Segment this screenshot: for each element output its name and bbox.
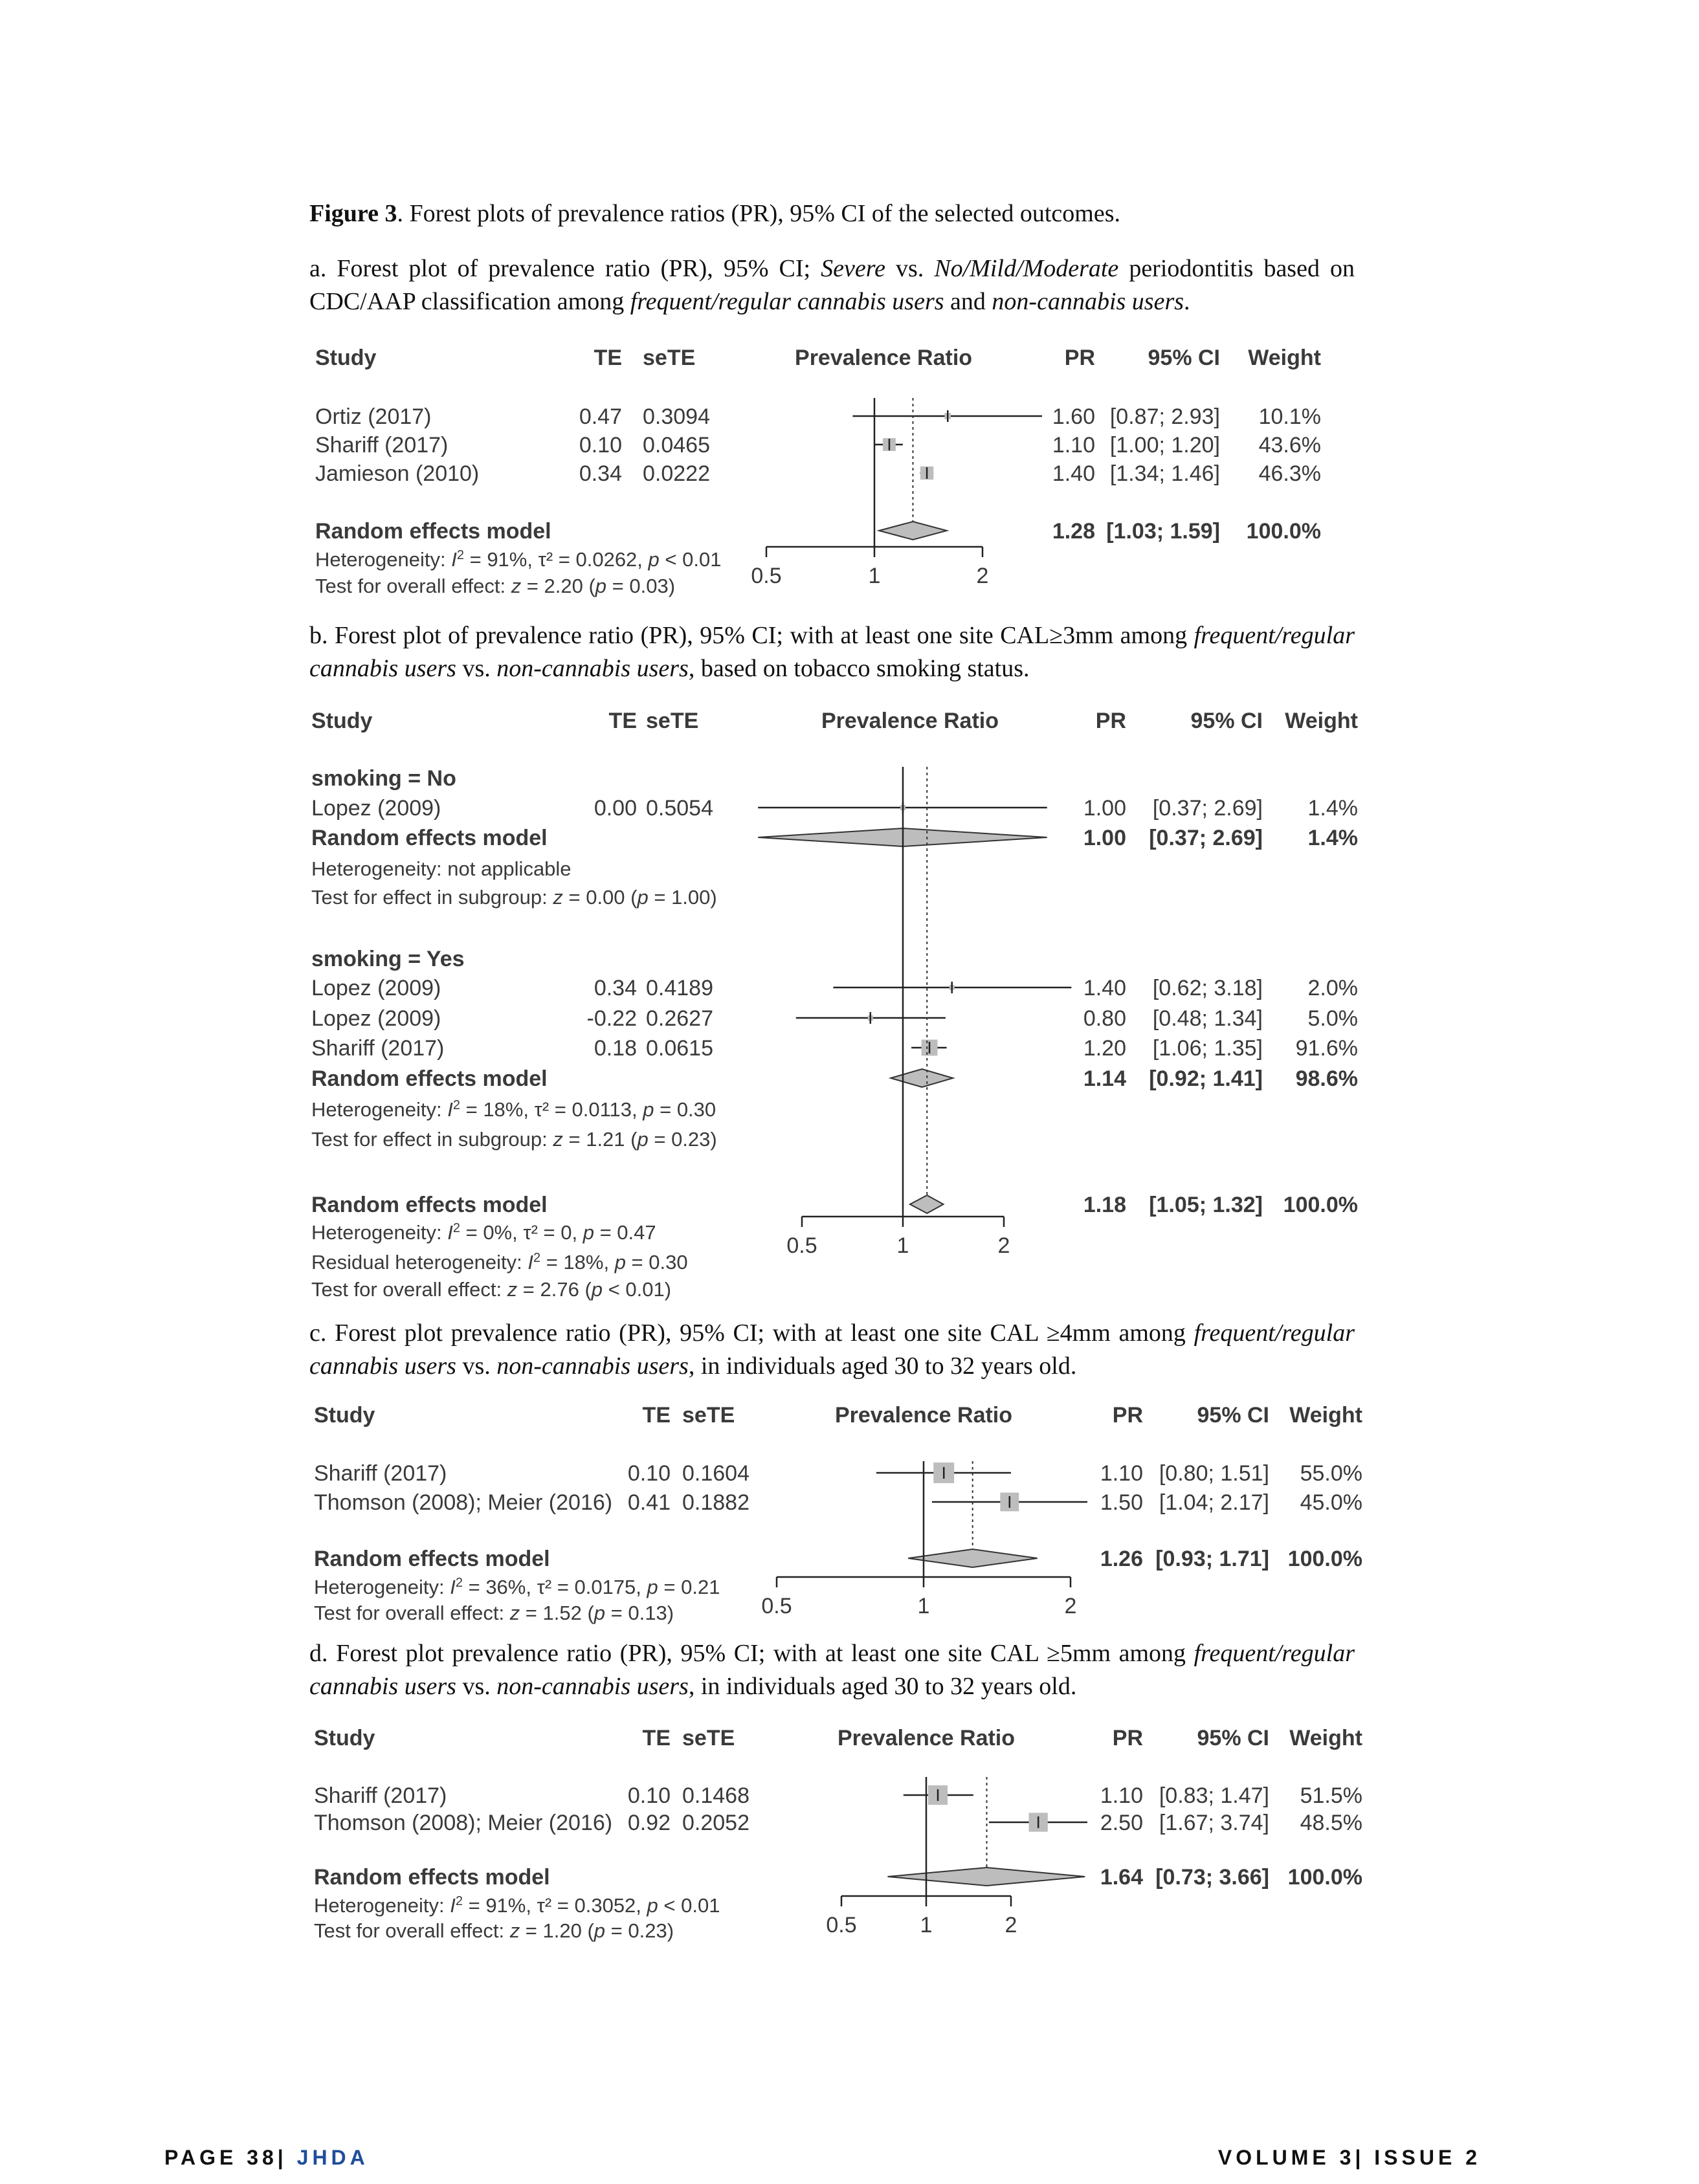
study-pr: 1.40 [1083, 976, 1126, 1000]
overall-model-ci: [0.73; 3.66] [1155, 1865, 1269, 1890]
subgroup-model-ci: [0.92; 1.41] [1149, 1066, 1263, 1091]
caption-c [309, 1317, 1355, 1383]
study-pr: 1.50 [1100, 1490, 1143, 1515]
study-ci: [0.48; 1.34] [1152, 1006, 1263, 1031]
header-pr: PR [1112, 1726, 1143, 1750]
header-te: TE [594, 346, 622, 370]
study-ci: [0.80; 1.51] [1159, 1461, 1269, 1486]
study-square [949, 985, 955, 990]
header-pr: PR [1064, 346, 1095, 370]
study-square [944, 413, 951, 419]
caption-d-part: vs. [456, 1673, 497, 1700]
study-sete: 0.1604 [682, 1461, 750, 1486]
overall-stat: Heterogeneity: $I^2 = 91\%$, τ² = 0.0262, p < 0.01 [315, 548, 722, 571]
header-prevalence-ratio: Prevalence Ratio [834, 1403, 1013, 1428]
figure-title [309, 199, 1120, 228]
header-ci: 95% CI [1148, 346, 1220, 370]
header-sete: seTE [682, 1403, 735, 1428]
overall-model-pr: 1.18 [1083, 1193, 1126, 1217]
header-sete: seTE [646, 709, 699, 733]
study-te: 0.34 [579, 461, 622, 486]
x-tick-label: 2 [1005, 1913, 1017, 1937]
subgroup-model-weight: 98.6% [1295, 1066, 1358, 1091]
header-study: Study [315, 346, 377, 370]
study-te: 0.92 [627, 1811, 671, 1835]
x-tick-label: 2 [976, 564, 989, 588]
figure-label: Figure 3 [309, 200, 397, 227]
caption-a-part: a. Forest plot of prevalence ratio (PR), 95% CI; [309, 255, 821, 282]
overall-model-label: Random effects model [311, 1193, 548, 1217]
overall-model-diamond [879, 522, 947, 540]
overall-model-pr: 1.28 [1052, 519, 1095, 544]
study-te: 0.18 [594, 1036, 637, 1061]
study-sete: 0.1882 [682, 1490, 750, 1515]
overall-model-pr: 1.64 [1100, 1865, 1143, 1890]
study-weight: 45.0% [1300, 1490, 1362, 1515]
study-sete: 0.1468 [682, 1783, 750, 1808]
x-tick-label: 1 [868, 564, 881, 588]
study-weight: 55.0% [1300, 1461, 1362, 1486]
study-weight: 1.4% [1307, 796, 1358, 821]
study-weight: 10.1% [1258, 404, 1321, 429]
study-pr: 1.60 [1052, 404, 1095, 429]
study-te: 0.10 [627, 1461, 671, 1486]
subgroup-model-pr: 1.00 [1083, 826, 1126, 850]
overall-stat: Test for overall effect: z = 2.20 (p = 0.03) [315, 575, 676, 597]
overall-model-label: Random effects model [314, 1865, 550, 1890]
study-te: 0.41 [627, 1490, 671, 1515]
header-weight: Weight [1285, 709, 1358, 733]
study-sete: 0.5054 [646, 796, 713, 821]
subgroup-stat: Test for effect in subgroup: z = 1.21 (p = 0.23) [311, 1128, 717, 1151]
x-tick-label: 1 [917, 1594, 930, 1618]
overall-stat: Test for overall effect: z = 1.20 (p = 0.23) [314, 1919, 674, 1942]
header-pr: PR [1095, 709, 1126, 733]
footer-page: PAGE 38| [164, 2146, 297, 2169]
overall-model-label: Random effects model [315, 519, 551, 544]
subgroup-model-pr: 1.14 [1083, 1066, 1126, 1091]
overall-stat: Heterogeneity: $I^2 = 0\%$, τ² = 0, p = 0.47 [311, 1221, 656, 1244]
study-square [1029, 1813, 1048, 1831]
x-tick-label: 0.5 [751, 564, 782, 588]
study-ci: [1.04; 2.17] [1159, 1490, 1269, 1515]
overall-model-diamond [910, 1195, 944, 1213]
header-ci: 95% CI [1190, 709, 1263, 733]
caption-c-part: c. Forest plot prevalence ratio (PR), 95% CI; with at least one site CAL ≥4mm among [309, 1319, 1194, 1347]
study-name: Jamieson (2010) [315, 461, 480, 486]
footer-volume: VOLUME 3| ISSUE 2 [1217, 2146, 1481, 2169]
study-weight: 46.3% [1258, 461, 1321, 486]
x-tick-label: 0.5 [826, 1913, 857, 1937]
caption-d-part: non-cannabis users [496, 1673, 689, 1700]
study-square [928, 1785, 948, 1805]
study-weight: 91.6% [1295, 1036, 1358, 1061]
caption-d-part: frequent/regular cannabis users [309, 1640, 1355, 1700]
subgroup-model-weight: 1.4% [1307, 826, 1358, 850]
study-weight: 51.5% [1300, 1783, 1362, 1808]
header-prevalence-ratio: Prevalence Ratio [795, 346, 973, 370]
caption-d-part: , in individuals aged 30 to 32 years old. [688, 1673, 1077, 1700]
study-sete: 0.4189 [646, 976, 713, 1000]
caption-a-part: . [1184, 288, 1190, 315]
study-name: Shariff (2017) [314, 1783, 447, 1808]
header-study: Study [311, 709, 373, 733]
study-pr: 1.20 [1083, 1036, 1126, 1061]
study-sete: 0.3094 [643, 404, 710, 429]
study-ci: [1.00; 1.20] [1109, 433, 1220, 458]
study-sete: 0.2627 [646, 1006, 713, 1031]
caption-d [309, 1637, 1355, 1703]
study-ci: [1.67; 3.74] [1159, 1811, 1269, 1835]
header-weight: Weight [1248, 346, 1321, 370]
caption-d-part: d. Forest plot prevalence ratio (PR), 95% CI; with at least one site CAL ≥5mm among [309, 1640, 1194, 1667]
study-square [900, 805, 905, 810]
overall-stat: Heterogeneity: $I^2 = 91\%$, τ² = 0.3052, p < 0.01 [314, 1894, 720, 1917]
caption-b-part: non-cannabis users [496, 655, 689, 682]
overall-stat: Heterogeneity: $I^2 = 36\%$, τ² = 0.0175, p = 0.21 [314, 1576, 720, 1598]
x-tick-label: 1 [896, 1233, 909, 1258]
study-square [920, 467, 933, 480]
study-weight: 43.6% [1258, 433, 1321, 458]
subgroup-model-ci: [0.37; 2.69] [1149, 826, 1263, 850]
study-square [1000, 1493, 1019, 1512]
x-tick-label: 2 [997, 1233, 1010, 1258]
study-name: Lopez (2009) [311, 796, 441, 821]
overall-model-diamond [888, 1868, 1085, 1886]
caption-a-part: and [944, 288, 992, 315]
caption-c-part: vs. [456, 1352, 497, 1380]
caption-a-part: No/Mild/Moderate [934, 255, 1119, 282]
study-name: Thomson (2008); Meier (2016) [314, 1490, 613, 1515]
header-pr: PR [1112, 1403, 1143, 1428]
overall-model-ci: [1.03; 1.59] [1106, 519, 1220, 544]
footer-right [1218, 2146, 1481, 2170]
subgroup-model-label: Random effects model [311, 1066, 548, 1091]
caption-a-part: frequent/regular cannabis users [630, 288, 944, 315]
subgroup-stat: Heterogeneity: $I^2 = 18\%$, τ² = 0.0113, p = 0.30 [311, 1098, 716, 1121]
caption-b-part: vs. [456, 655, 497, 682]
overall-stat: Residual heterogeneity: $I^2 = 18\%$, p = 0.30 [311, 1251, 688, 1274]
header-prevalence-ratio: Prevalence Ratio [837, 1726, 1016, 1750]
study-ci: [1.06; 1.35] [1152, 1036, 1263, 1061]
study-ci: [0.83; 1.47] [1159, 1783, 1269, 1808]
overall-model-weight: 100.0% [1246, 519, 1321, 544]
study-pr: 1.10 [1100, 1783, 1143, 1808]
study-ci: [0.62; 3.18] [1152, 976, 1263, 1000]
header-prevalence-ratio: Prevalence Ratio [821, 709, 999, 733]
caption-a-part: vs. [885, 255, 935, 282]
study-pr: 1.40 [1052, 461, 1095, 486]
study-te: 0.34 [594, 976, 637, 1000]
study-te: 0.10 [579, 433, 622, 458]
study-ci: [0.37; 2.69] [1152, 796, 1263, 821]
study-te: -0.22 [586, 1006, 637, 1031]
x-tick-label: 0.5 [761, 1594, 792, 1618]
overall-model-ci: [0.93; 1.71] [1155, 1547, 1269, 1571]
subgroup-model-label: Random effects model [311, 826, 548, 850]
header-weight: Weight [1289, 1403, 1362, 1428]
subgroup-stat: Test for effect in subgroup: z = 0.00 (p = 1.00) [311, 886, 717, 909]
x-tick-label: 2 [1064, 1594, 1077, 1618]
caption-a-part: periodontitis based on CDC/AAP classification among [309, 255, 1355, 315]
subgroup-model-diamond [758, 828, 1047, 846]
study-name: Shariff (2017) [311, 1036, 445, 1061]
overall-model-weight: 100.0% [1283, 1193, 1358, 1217]
header-study: Study [314, 1403, 375, 1428]
overall-model-diamond [908, 1549, 1037, 1567]
caption-b-part: frequent/regular cannabis users [309, 622, 1355, 682]
header-ci: 95% CI [1197, 1726, 1269, 1750]
overall-model-label: Random effects model [314, 1547, 550, 1571]
study-sete: 0.0615 [646, 1036, 713, 1061]
study-weight: 5.0% [1307, 1006, 1358, 1031]
study-square [883, 438, 896, 451]
x-tick-label: 0.5 [786, 1233, 817, 1258]
header-weight: Weight [1289, 1726, 1362, 1750]
subgroup-stat: Heterogeneity: not applicable [311, 857, 572, 880]
caption-a [309, 252, 1355, 318]
overall-model-pr: 1.26 [1100, 1547, 1143, 1571]
caption-c-part: non-cannabis users [496, 1352, 689, 1380]
overall-model-weight: 100.0% [1287, 1865, 1362, 1890]
caption-c-part: frequent/regular cannabis users [309, 1319, 1355, 1380]
study-name: Thomson (2008); Meier (2016) [314, 1811, 613, 1835]
study-pr: 0.80 [1083, 1006, 1126, 1031]
study-weight: 48.5% [1300, 1811, 1362, 1835]
figure-title-text: . Forest plots of prevalence ratios (PR), 95% CI of the selected outcomes. [397, 200, 1121, 227]
caption-b [309, 619, 1355, 685]
header-te: TE [642, 1726, 671, 1750]
study-name: Lopez (2009) [311, 1006, 441, 1031]
header-te: TE [642, 1403, 671, 1428]
header-sete: seTE [682, 1726, 735, 1750]
study-sete: 0.2052 [682, 1811, 750, 1835]
caption-c-part: , in individuals aged 30 to 32 years old. [688, 1352, 1077, 1380]
study-square [933, 1462, 954, 1483]
overall-model-weight: 100.0% [1287, 1547, 1362, 1571]
study-pr: 2.50 [1100, 1811, 1143, 1835]
header-sete: seTE [643, 346, 696, 370]
footer-left [164, 2146, 369, 2170]
subgroup-header: smoking = Yes [311, 947, 465, 971]
study-name: Shariff (2017) [315, 433, 449, 458]
subgroup-header: smoking = No [311, 766, 456, 791]
study-te: 0.00 [594, 796, 637, 821]
study-pr: 1.10 [1100, 1461, 1143, 1486]
caption-a-part: non-cannabis users [992, 288, 1184, 315]
study-square [868, 1015, 873, 1020]
study-square [922, 1040, 938, 1056]
header-study: Study [314, 1726, 375, 1750]
study-sete: 0.0465 [643, 433, 710, 458]
study-ci: [1.34; 1.46] [1109, 461, 1220, 486]
study-sete: 0.0222 [643, 461, 710, 486]
caption-a-part: Severe [821, 255, 885, 282]
overall-stat: Test for overall effect: z = 1.52 (p = 0.13) [314, 1602, 674, 1624]
study-weight: 2.0% [1307, 976, 1358, 1000]
study-name: Shariff (2017) [314, 1461, 447, 1486]
header-te: TE [608, 709, 637, 733]
study-ci: [0.87; 2.93] [1109, 404, 1220, 429]
study-name: Ortiz (2017) [315, 404, 432, 429]
header-ci: 95% CI [1197, 1403, 1269, 1428]
footer-journal: JHDA [296, 2146, 369, 2169]
study-pr: 1.10 [1052, 433, 1095, 458]
subgroup-model-diamond [891, 1069, 953, 1087]
caption-b-part: b. Forest plot of prevalence ratio (PR), 95% CI; with at least one site CAL≥3mm among [309, 622, 1194, 649]
study-te: 0.47 [579, 404, 622, 429]
study-pr: 1.00 [1083, 796, 1126, 821]
study-te: 0.10 [627, 1783, 671, 1808]
x-tick-label: 1 [920, 1913, 933, 1937]
study-name: Lopez (2009) [311, 976, 441, 1000]
overall-model-ci: [1.05; 1.32] [1149, 1193, 1263, 1217]
overall-stat: Test for overall effect: z = 2.76 (p < 0.01) [311, 1278, 672, 1301]
caption-b-part: , based on tobacco smoking status. [688, 655, 1030, 682]
